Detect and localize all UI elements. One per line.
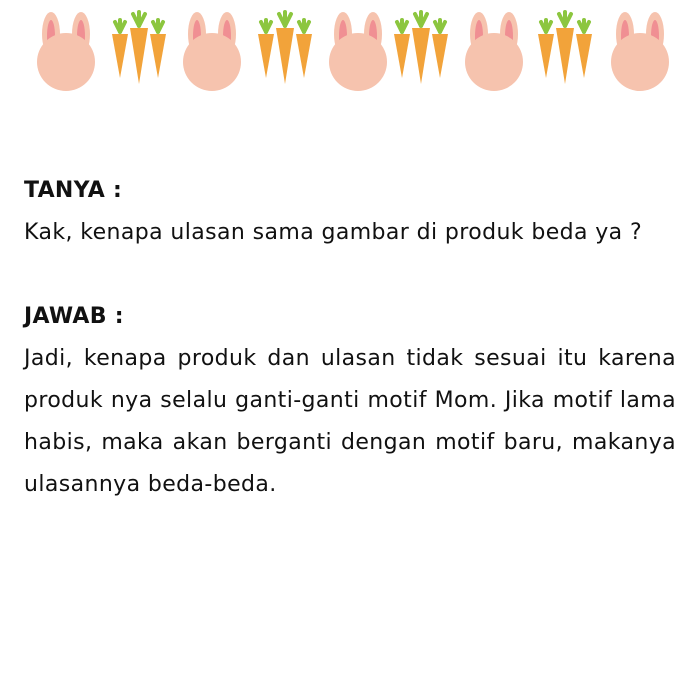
carrot-bunch-icon bbox=[388, 10, 454, 92]
carrot-bunch-icon bbox=[252, 10, 318, 92]
section-spacer bbox=[24, 254, 676, 296]
answer-label: JAWAB : bbox=[24, 304, 124, 329]
bunny-icon bbox=[458, 10, 530, 92]
bunny-icon bbox=[176, 10, 248, 92]
decorative-header bbox=[0, 10, 700, 95]
carrot-bunch-icon bbox=[532, 10, 598, 92]
question-text: Kak, kenapa ulasan sama gambar di produk beda ya ? bbox=[24, 220, 643, 245]
answer-text: Jadi, kenapa produk dan ulasan tidak sesuai itu karena produk nya selalu ganti-ganti motif Mom. Jika motif lama habis, maka akan berganti dengan motif baru, makanya ulasannya beda-beda. bbox=[24, 346, 676, 497]
qa-content bbox=[24, 170, 676, 506]
question-label: TANYA : bbox=[24, 178, 123, 203]
carrot-bunch-icon bbox=[106, 10, 172, 92]
bunny-icon bbox=[30, 10, 102, 92]
bunny-icon bbox=[604, 10, 676, 92]
bunny-icon bbox=[322, 10, 394, 92]
